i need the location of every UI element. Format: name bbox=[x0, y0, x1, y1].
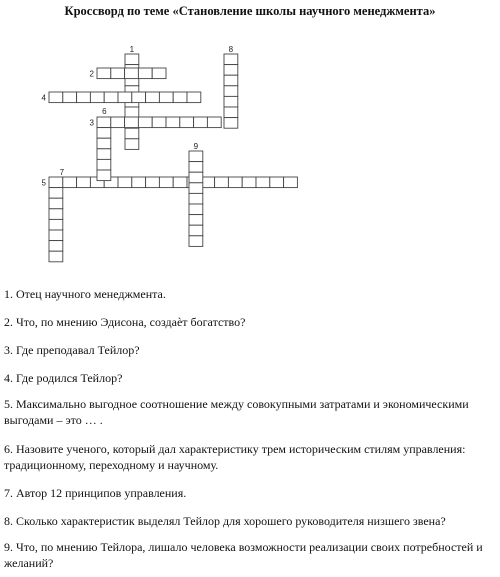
crossword-cell[interactable] bbox=[49, 188, 63, 199]
crossword-cell[interactable] bbox=[97, 117, 111, 128]
question-1: 1. Отец научного менеджмента. bbox=[4, 287, 166, 301]
crossword-cell[interactable] bbox=[224, 54, 238, 65]
crossword-cell[interactable] bbox=[194, 117, 208, 128]
crossword-cell[interactable] bbox=[125, 139, 139, 150]
crossword-cell[interactable] bbox=[49, 219, 63, 230]
crossword-cell[interactable] bbox=[63, 92, 77, 103]
crossword-cell[interactable] bbox=[189, 151, 203, 162]
clue-number-3: 3 bbox=[89, 118, 94, 128]
crossword-cell[interactable] bbox=[125, 54, 139, 65]
question-9: 9. Что, по мнению Тейлора, лишало человека возможности реализации своих потребностей и желаний? bbox=[4, 540, 483, 570]
crossword-cell[interactable] bbox=[146, 177, 160, 188]
question-2: 2. Что, по мнению Эдисона, создаѐт богатство? bbox=[4, 315, 246, 329]
crossword-cell[interactable] bbox=[125, 128, 139, 139]
crossword-cell[interactable] bbox=[159, 177, 173, 188]
crossword-cell[interactable] bbox=[77, 92, 91, 103]
crossword-cell[interactable] bbox=[187, 92, 201, 103]
crossword-cell[interactable] bbox=[97, 138, 111, 149]
clue-number-1: 1 bbox=[129, 45, 135, 54]
crossword-cell[interactable] bbox=[49, 241, 63, 252]
clue-number-9: 9 bbox=[193, 142, 199, 151]
page-title: Кроссворд по теме «Становление школы научного менеджмента» bbox=[64, 4, 436, 18]
crossword-cell[interactable] bbox=[152, 117, 166, 128]
crossword-cell[interactable] bbox=[49, 209, 63, 220]
crossword-cell[interactable] bbox=[97, 128, 111, 139]
crossword-cell[interactable] bbox=[125, 68, 139, 79]
crossword-cell[interactable] bbox=[132, 177, 146, 188]
crossword-cell[interactable] bbox=[49, 251, 63, 262]
crossword-cell[interactable] bbox=[49, 92, 63, 103]
crossword-cell[interactable] bbox=[159, 92, 173, 103]
crossword-cell[interactable] bbox=[189, 183, 203, 194]
crossword-cell[interactable] bbox=[189, 172, 203, 183]
crossword-cell[interactable] bbox=[270, 177, 284, 188]
crossword-cell[interactable] bbox=[189, 236, 203, 247]
crossword-cell[interactable] bbox=[138, 117, 152, 128]
crossword-cell[interactable] bbox=[63, 177, 77, 188]
crossword-cell[interactable] bbox=[215, 177, 229, 188]
crossword-cell[interactable] bbox=[224, 65, 238, 76]
crossword-grid bbox=[0, 0, 500, 280]
crossword-cell[interactable] bbox=[125, 117, 139, 128]
crossword-cell[interactable] bbox=[49, 198, 63, 209]
clue-number-5: 5 bbox=[41, 178, 46, 188]
crossword-cell[interactable] bbox=[173, 177, 187, 188]
crossword-cell[interactable] bbox=[173, 92, 187, 103]
crossword-cell[interactable] bbox=[284, 177, 298, 188]
crossword-cell[interactable] bbox=[224, 107, 238, 118]
crossword-cell[interactable] bbox=[224, 75, 238, 86]
crossword-cell[interactable] bbox=[224, 86, 238, 97]
crossword-cell[interactable] bbox=[189, 225, 203, 236]
clue-number-4: 4 bbox=[41, 93, 46, 103]
crossword-cell[interactable] bbox=[180, 117, 194, 128]
clue-number-6: 6 bbox=[102, 107, 107, 116]
crossword-cell[interactable] bbox=[189, 204, 203, 215]
question-5: 5. Максимально выгодное соотношение между совокупными затратами и экономическими выгодами – это … . bbox=[4, 397, 469, 427]
crossword-cell[interactable] bbox=[242, 177, 256, 188]
crossword-cell[interactable] bbox=[166, 117, 180, 128]
crossword-cell[interactable] bbox=[207, 117, 221, 128]
crossword-cell[interactable] bbox=[97, 149, 111, 160]
crossword-cell[interactable] bbox=[224, 96, 238, 107]
question-8: 8. Сколько характеристик выделял Тейлор для хорошего руководителя низшего звена? bbox=[4, 514, 446, 528]
crossword-cell[interactable] bbox=[49, 177, 63, 188]
crossword-cell[interactable] bbox=[256, 177, 270, 188]
question-6: 6. Назовите ученого, который дал характеристику трем историческим стилям управления: традиционному, переходному и научному. bbox=[4, 442, 466, 472]
crossword-cell[interactable] bbox=[152, 68, 166, 79]
crossword-cell[interactable] bbox=[228, 177, 242, 188]
crossword-cell[interactable] bbox=[146, 92, 160, 103]
crossword-cell[interactable] bbox=[97, 170, 111, 181]
crossword-cell[interactable] bbox=[224, 118, 238, 129]
crossword-cell[interactable] bbox=[118, 92, 132, 103]
crossword-cell[interactable] bbox=[90, 92, 104, 103]
clue-number-2: 2 bbox=[89, 69, 94, 79]
crossword-cell[interactable] bbox=[189, 215, 203, 226]
crossword-cell[interactable] bbox=[189, 193, 203, 204]
crossword-cell[interactable] bbox=[97, 68, 111, 79]
clue-number-7: 7 bbox=[59, 168, 65, 177]
question-7: 7. Автор 12 принципов управления. bbox=[4, 486, 187, 500]
crossword-cell[interactable] bbox=[111, 68, 125, 79]
crossword-cell[interactable] bbox=[97, 159, 111, 170]
crossword-cell[interactable] bbox=[49, 230, 63, 241]
crossword-cell[interactable] bbox=[118, 177, 132, 188]
crossword-cell[interactable] bbox=[77, 177, 91, 188]
crossword-cell[interactable] bbox=[111, 117, 125, 128]
crossword-cell[interactable] bbox=[132, 92, 146, 103]
question-3: 3. Где преподавал Тейлор? bbox=[4, 343, 140, 357]
crossword-cell[interactable] bbox=[138, 68, 152, 79]
question-4: 4. Где родился Тейлор? bbox=[4, 371, 123, 385]
crossword-cell[interactable] bbox=[104, 92, 118, 103]
crossword-cell[interactable] bbox=[125, 107, 139, 118]
clue-number-8: 8 bbox=[228, 45, 234, 54]
crossword-cell[interactable] bbox=[189, 162, 203, 173]
